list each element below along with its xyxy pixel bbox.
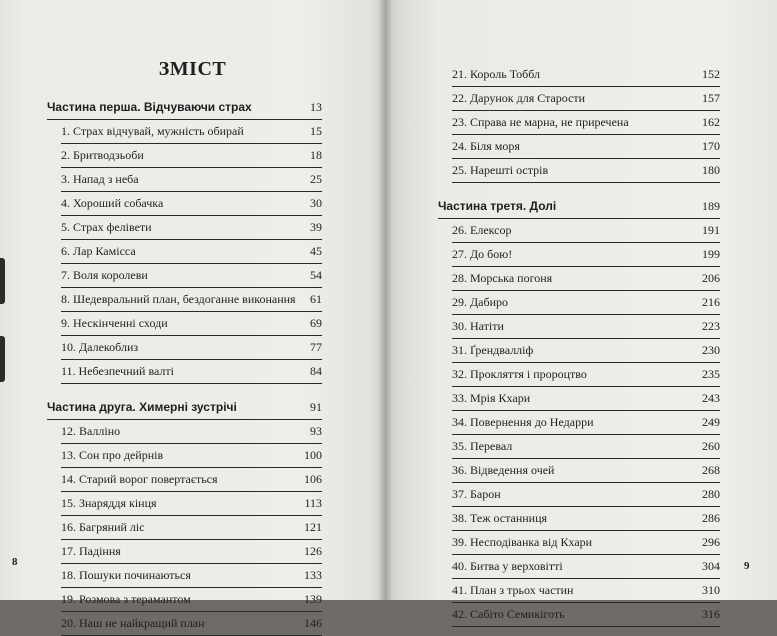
toc-page-number: 235: [702, 367, 720, 381]
toc-page-number: 146: [304, 616, 322, 630]
chapter-title: 38. Теж останниця: [452, 511, 548, 525]
chapter-title: 20. Наш не найкращий план: [61, 616, 205, 630]
toc-chapter-entry: [61, 588, 322, 612]
chapter-title: 39. Несподіванка від Кхари: [452, 535, 593, 549]
toc-page-number: 113: [304, 496, 322, 510]
toc-page-number: 100: [304, 448, 322, 462]
toc-chapter-entry: [61, 192, 322, 216]
chapter-title: 23. Справа не марна, не приречена: [452, 115, 629, 129]
toc-page-number: 304: [702, 559, 720, 573]
toc-page-number: 310: [702, 583, 720, 597]
chapter-title: 31. Ґрендвалліф: [452, 343, 534, 357]
chapter-title: 6. Лар Камісса: [61, 244, 136, 258]
toc-chapter-entry: [452, 267, 720, 291]
toc-chapter-entry: [61, 540, 322, 564]
toc-chapter-entry: [452, 363, 720, 387]
toc-chapter-entry: [61, 612, 322, 636]
toc-chapter-entry: [61, 420, 322, 444]
toc-chapter-entry: [61, 444, 322, 468]
part-title: Частина перша. Відчуваючи страх: [47, 100, 252, 114]
page-number-right: 9: [744, 560, 750, 572]
toc-page-number: 216: [702, 295, 720, 309]
chapter-title: 14. Старий ворог повертається: [61, 472, 218, 486]
page-title: ЗМІСТ: [158, 58, 227, 80]
chapter-title: 12. Валліно: [61, 424, 121, 438]
part-title: Частина друга. Химерні зустрічі: [47, 400, 237, 414]
toc-chapter-entry: [452, 135, 720, 159]
toc-page-number: 280: [702, 487, 720, 501]
chapter-title: 24. Біля моря: [452, 139, 520, 153]
chapter-title: 18. Пошуки починаються: [61, 568, 191, 582]
chapter-title: 5. Страх фелівети: [61, 220, 152, 234]
toc-page-number: 15: [310, 124, 322, 138]
toc-page-number: 93: [310, 424, 322, 438]
chapter-title: 37. Барон: [452, 487, 501, 501]
toc-chapter-entry: [452, 111, 720, 135]
toc-page-number: 230: [702, 343, 720, 357]
toc-page-number: 139: [304, 592, 322, 606]
chapter-title: 21. Король Тоббл: [452, 67, 541, 81]
toc-chapter-entry: [61, 240, 322, 264]
chapter-title: 19. Розмова з терамантом: [61, 592, 191, 606]
toc-page-number: 170: [702, 139, 720, 153]
toc-page-number: 91: [310, 400, 322, 414]
chapter-title: 16. Багряний ліс: [61, 520, 145, 534]
chapter-title: 8. Шедевральний план, бездоганне виконання: [61, 292, 296, 306]
toc-page-number: 18: [310, 148, 322, 162]
chapter-title: 2. Бритводзьоби: [61, 148, 144, 162]
toc-page-number: 69: [310, 316, 322, 330]
toc-page-number: 316: [702, 607, 720, 621]
toc-chapter-entry: [61, 336, 322, 360]
chapter-title: 22. Дарунок для Старости: [452, 91, 586, 105]
chapter-title: 26. Елексор: [452, 223, 512, 237]
toc-chapter-entry: [452, 435, 720, 459]
toc-page-number: 13: [310, 100, 322, 114]
toc-chapter-entry: [452, 483, 720, 507]
chapter-title: 33. Мрія Кхари: [452, 391, 531, 405]
toc-chapter-entry: [452, 219, 720, 243]
toc-chapter-entry: [61, 264, 322, 288]
chapter-title: 41. План з трьох частин: [452, 583, 574, 597]
toc-chapter-entry: [452, 531, 720, 555]
toc-page-number: 260: [702, 439, 720, 453]
toc-part-heading: [438, 195, 720, 219]
chapter-title: 35. Перевал: [452, 439, 513, 453]
table-of-contents-right: [438, 63, 720, 627]
toc-chapter-entry: [61, 120, 322, 144]
chapter-title: 42. Сабіто Семикіготь: [452, 607, 565, 621]
toc-page-number: 30: [310, 196, 322, 210]
toc-page-number: 206: [702, 271, 720, 285]
toc-part-heading: [47, 96, 322, 120]
toc-chapter-entry: [61, 360, 322, 384]
binding-clip-bottom: [0, 336, 5, 382]
toc-chapter-entry: [61, 168, 322, 192]
toc-page-number: 189: [702, 199, 720, 213]
toc-page-number: 162: [702, 115, 720, 129]
toc-chapter-entry: [452, 339, 720, 363]
toc-chapter-entry: [452, 291, 720, 315]
chapter-title: 10. Далекоблиз: [61, 340, 139, 354]
toc-page-number: 126: [304, 544, 322, 558]
toc-page-number: 180: [702, 163, 720, 177]
toc-page-number: 45: [310, 244, 322, 258]
chapter-title: 1. Страх відчувай, мужність обирай: [61, 124, 244, 138]
left-page: [0, 0, 385, 630]
chapter-title: 28. Морська погоня: [452, 271, 553, 285]
toc-chapter-entry: [452, 507, 720, 531]
page-number-left: 8: [12, 556, 18, 568]
toc-chapter-entry: [452, 63, 720, 87]
chapter-title: 13. Сон про дейрнів: [61, 448, 164, 462]
chapter-title: 27. До бою!: [452, 247, 513, 261]
chapter-title: 36. Відведення очей: [452, 463, 555, 477]
chapter-title: 30. Натіти: [452, 319, 504, 333]
chapter-title: 3. Напад з неба: [61, 172, 139, 186]
toc-page-number: 39: [310, 220, 322, 234]
toc-page-number: 106: [304, 472, 322, 486]
toc-page-number: 157: [702, 91, 720, 105]
chapter-title: 29. Дабиро: [452, 295, 509, 309]
chapter-title: 34. Повернення до Недарри: [452, 415, 594, 429]
toc-page-number: 121: [304, 520, 322, 534]
toc-page-number: 268: [702, 463, 720, 477]
toc-page-number: 133: [304, 568, 322, 582]
toc-part-heading: [47, 396, 322, 420]
toc-page-number: 84: [310, 364, 322, 378]
toc-page-number: 296: [702, 535, 720, 549]
toc-chapter-entry: [452, 243, 720, 267]
toc-chapter-entry: [452, 315, 720, 339]
binding-clip-top: [0, 258, 5, 304]
toc-chapter-entry: [452, 603, 720, 627]
toc-chapter-entry: [452, 87, 720, 111]
chapter-title: 11. Небезпечний валті: [61, 364, 174, 378]
chapter-title: 40. Битва у верховітті: [452, 559, 563, 573]
chapter-title: 9. Нескінченні сходи: [61, 316, 168, 330]
toc-page-number: 249: [702, 415, 720, 429]
book-gutter: [378, 0, 392, 600]
toc-page-number: 54: [310, 268, 322, 282]
chapter-title: 17. Падіння: [61, 544, 121, 558]
chapter-title: 25. Нарешті острів: [452, 163, 549, 177]
chapter-title: 7. Воля королеви: [61, 268, 148, 282]
toc-page-number: 152: [702, 67, 720, 81]
toc-page-number: 223: [702, 319, 720, 333]
toc-chapter-entry: [452, 579, 720, 603]
toc-chapter-entry: [61, 312, 322, 336]
toc-chapter-entry: [61, 468, 322, 492]
table-of-contents-left: [47, 96, 322, 636]
toc-chapter-entry: [61, 216, 322, 240]
toc-chapter-entry: [61, 516, 322, 540]
toc-chapter-entry: [452, 387, 720, 411]
toc-page-number: 199: [702, 247, 720, 261]
toc-page-number: 191: [702, 223, 720, 237]
toc-chapter-entry: [61, 288, 322, 312]
chapter-title: 32. Прокляття і пророцтво: [452, 367, 587, 381]
toc-page-number: 243: [702, 391, 720, 405]
toc-page-number: 61: [310, 292, 322, 306]
toc-chapter-entry: [452, 411, 720, 435]
chapter-title: 15. Знаряддя кінця: [61, 496, 157, 510]
chapter-title: 4. Хороший собачка: [61, 196, 164, 210]
toc-page-number: 77: [310, 340, 322, 354]
toc-chapter-entry: [452, 555, 720, 579]
part-title: Частина третя. Долі: [438, 199, 557, 213]
toc-page-number: 25: [310, 172, 322, 186]
toc-chapter-entry: [452, 159, 720, 183]
toc-page-number: 286: [702, 511, 720, 525]
toc-chapter-entry: [452, 459, 720, 483]
toc-chapter-entry: [61, 564, 322, 588]
toc-chapter-entry: [61, 144, 322, 168]
toc-chapter-entry: [61, 492, 322, 516]
